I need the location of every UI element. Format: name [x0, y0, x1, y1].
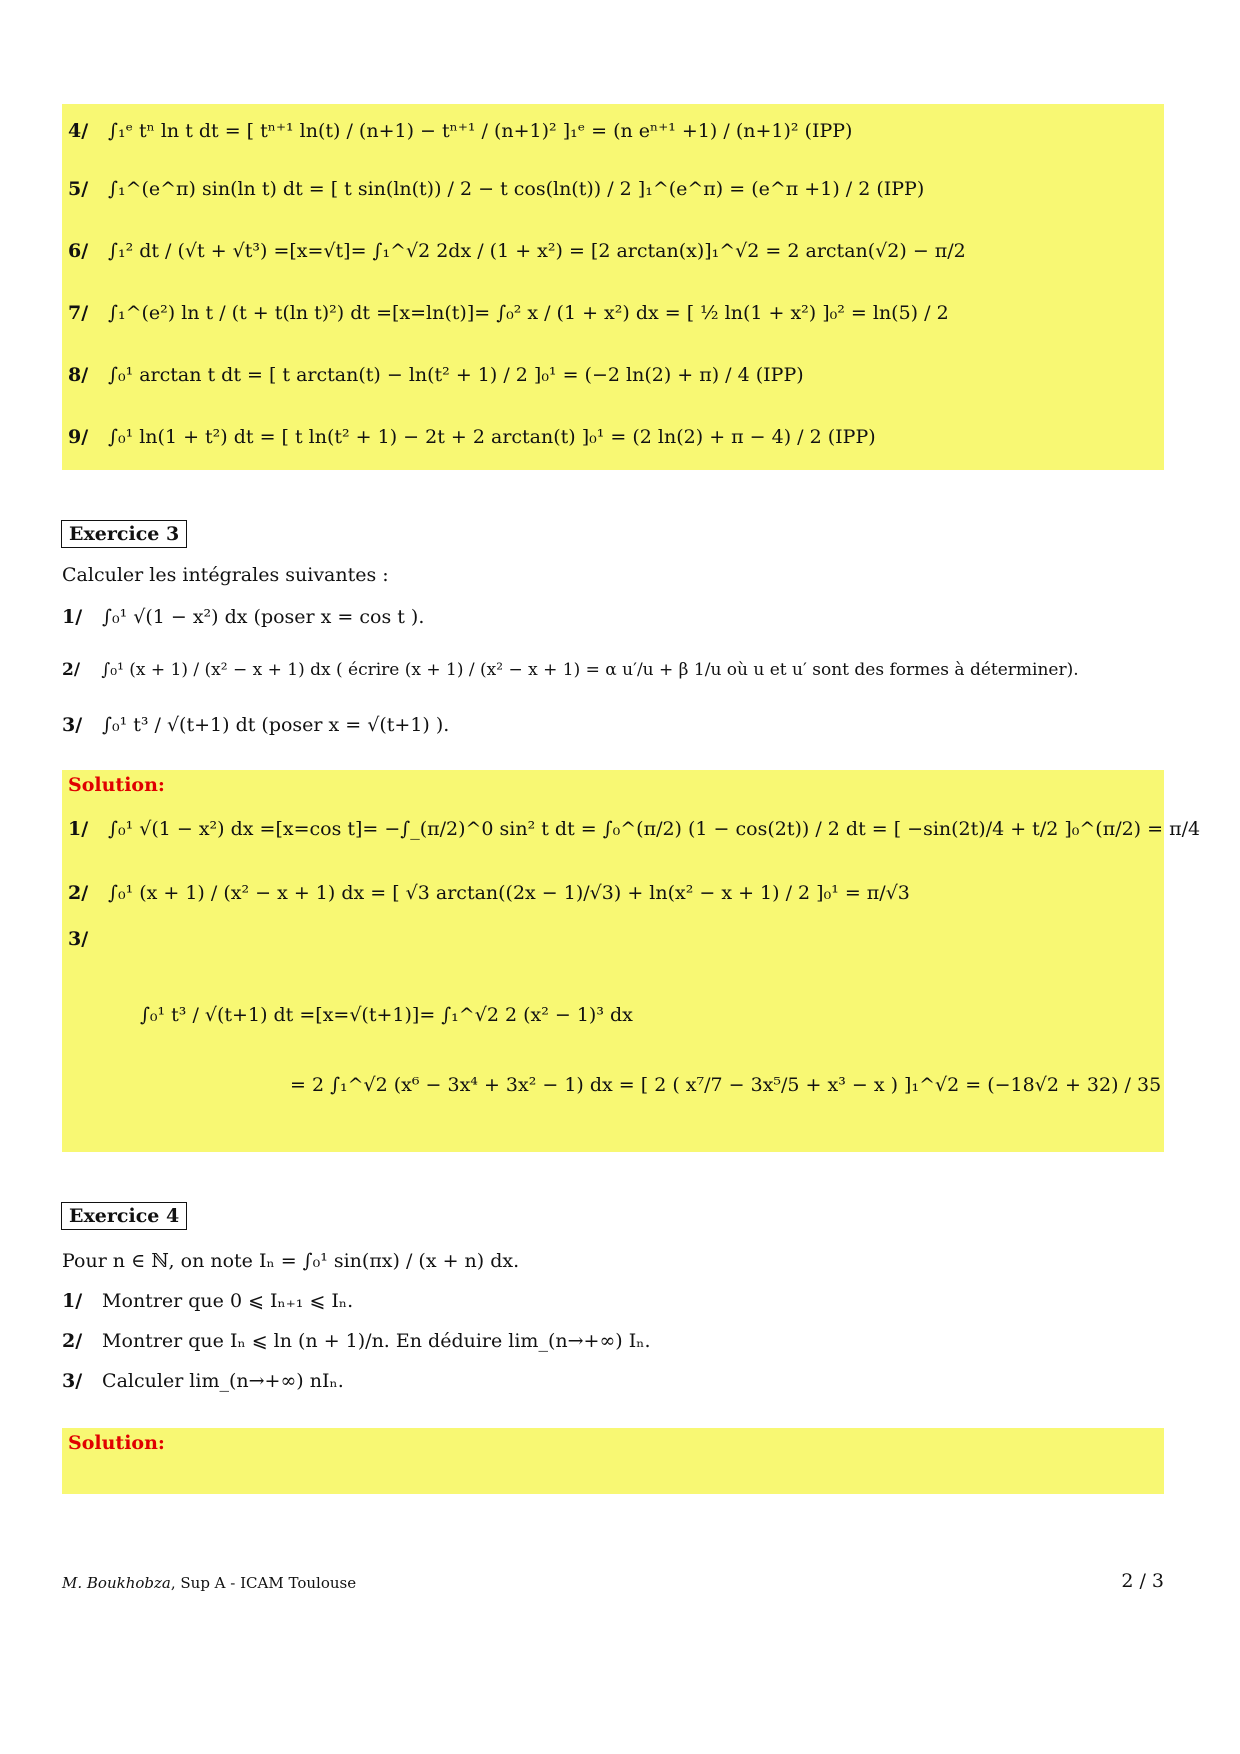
solution-line [140, 1004, 633, 1027]
exercise-item: 3/ ∫₀¹ t³ / √(t+1) dt (poser x = √(t+1) ). [62, 714, 450, 736]
math-formula: ∫₀¹ (x + 1) / (x² − x + 1) dx ( écrire (x + 1) / (x² − x + 1) = α u′/u + β 1/u où u et u′ sont des formes à déterminer). [101, 660, 1079, 680]
footer-credit [62, 1574, 356, 1592]
exercise-4-intro: Pour n ∈ ℕ, on note Iₙ = ∫₀¹ sin(πx) / (x + n) dx. [62, 1250, 520, 1272]
exercise-item: 1/ Montrer que 0 ⩽ Iₙ₊₁ ⩽ Iₙ. [62, 1290, 354, 1312]
solution-label: Solution: [68, 1432, 165, 1454]
solution-line: 7/ ∫₁^(e²) ln t / (t + t(ln t)²) dt =[x=ln(t)]= ∫₀² x / (1 + x²) dx = [ ½ ln(1 + x²) ]₀² = ln(5) / 2 [68, 302, 949, 324]
solution-line: 8/ ∫₀¹ arctan t dt = [ t arctan(t) − ln(t² + 1) / 2 ]₀¹ = (−2 ln(2) + π) / 4 (IPP) [68, 364, 804, 386]
exercise-item: 1/ ∫₀¹ √(1 − x²) dx (poser x = cos t ). [62, 606, 425, 628]
math-formula: ∫₀¹ √(1 − x²) dx =[x=cos t]= −∫_(π/2)^0 sin² t dt = ∫₀^(π/2) (1 − cos(2t)) / 2 dt = [ −sin(2t)/4 + t/2 ]₀^(π/2) = π/4 [108, 818, 1201, 840]
solution-line [290, 1074, 1161, 1097]
solution-line: 3/ [68, 928, 89, 950]
math-formula: ∫₁ᵉ tⁿ ln t dt = [ tⁿ⁺¹ ln(t) / (n+1) − tⁿ⁺¹ / (n+1)² ]₁ᵉ = (n eⁿ⁺¹ +1) / (n+1)² (IPP) [108, 120, 853, 142]
solution-box-exercise-2 [62, 104, 1164, 470]
solution-line: 2/ ∫₀¹ (x + 1) / (x² − x + 1) dx = [ √3 arctan((2x − 1)/√3) + ln(x² − x + 1) / 2 ]₀¹ = π/√3 [68, 882, 910, 904]
math-formula: ∫₀¹ √(1 − x²) dx (poser x = cos t ). [102, 606, 425, 628]
solution-line: 4/ ∫₁ᵉ tⁿ ln t dt = [ tⁿ⁺¹ ln(t) / (n+1) − tⁿ⁺¹ / (n+1)² ]₁ᵉ = (n eⁿ⁺¹ +1) / (n+1)² (IPP) [68, 120, 853, 142]
solution-line: 1/ ∫₀¹ √(1 − x²) dx =[x=cos t]= −∫_(π/2)^0 sin² t dt = ∫₀^(π/2) (1 − cos(2t)) / 2 dt = [ −sin(2t)/4 + t/2 ]₀^(π/2) = π/4 [68, 818, 1201, 840]
item-text: Calculer lim_(n→+∞) nIₙ. [102, 1370, 344, 1392]
footer-affiliation: , Sup A - ICAM Toulouse [170, 1574, 357, 1592]
math-formula: ∫₁^(e²) ln t / (t + t(ln t)²) dt =[x=ln(t)]= ∫₀² x / (1 + x²) dx = [ ½ ln(1 + x²) ]₀² = ln(5) / 2 [108, 302, 949, 324]
math-formula: ∫₁^(e^π) sin(ln t) dt = [ t sin(ln(t)) / 2 − t cos(ln(t)) / 2 ]₁^(e^π) = (e^π +1) / 2 (IPP) [108, 178, 925, 200]
math-formula: = 2 ∫₁^√2 (x⁶ − 3x⁴ + 3x² − 1) dx = [ 2 ( x⁷/7 − 3x⁵/5 + x³ − x ) ]₁^√2 = (−18√2 + 32) / 35 [290, 1074, 1162, 1096]
item-text: Montrer que 0 ⩽ Iₙ₊₁ ⩽ Iₙ. [102, 1290, 354, 1312]
solution-box-exercise-4 [62, 1428, 1164, 1494]
exercise-3-intro: Calculer les intégrales suivantes : [62, 564, 389, 586]
solution-line: 5/ ∫₁^(e^π) sin(ln t) dt = [ t sin(ln(t)) / 2 − t cos(ln(t)) / 2 ]₁^(e^π) = (e^π +1) / 2 (IPP) [68, 178, 925, 200]
solution-line: 6/ ∫₁² dt / (√t + √t³) =[x=√t]= ∫₁^√2 2dx / (1 + x²) = [2 arctan(x)]₁^√2 = 2 arctan(√2) − π/2 [68, 240, 966, 262]
math-formula: ∫₀¹ (x + 1) / (x² − x + 1) dx = [ √3 arctan((2x − 1)/√3) + ln(x² − x + 1) / 2 ]₀¹ = π/√3 [108, 882, 910, 904]
exercise-item: 3/ Calculer lim_(n→+∞) nIₙ. [62, 1370, 344, 1392]
solution-line: 9/ ∫₀¹ ln(1 + t²) dt = [ t ln(t² + 1) − 2t + 2 arctan(t) ]₀¹ = (2 ln(2) + π − 4) / 2 (IPP) [68, 426, 876, 448]
exercise-3-title: Exercice 3 [61, 520, 187, 548]
exercise-item: 2/ ∫₀¹ (x + 1) / (x² − x + 1) dx ( écrire (x + 1) / (x² − x + 1) = α u′/u + β 1/u où u et u′ sont des formes à déterminer). [62, 660, 1079, 680]
math-formula: ∫₀¹ arctan t dt = [ t arctan(t) − ln(t² + 1) / 2 ]₀¹ = (−2 ln(2) + π) / 4 (IPP) [108, 364, 804, 386]
math-formula: ∫₀¹ t³ / √(t+1) dt (poser x = √(t+1) ). [102, 714, 450, 736]
item-text: Montrer que Iₙ ⩽ ln (n + 1)/n. En déduire lim_(n→+∞) Iₙ. [102, 1330, 651, 1352]
math-formula: ∫₁² dt / (√t + √t³) =[x=√t]= ∫₁^√2 2dx / (1 + x²) = [2 arctan(x)]₁^√2 = 2 arctan(√2) − π/2 [108, 240, 966, 262]
math-formula: ∫₀¹ t³ / √(t+1) dt =[x=√(t+1)]= ∫₁^√2 2 (x² − 1)³ dx [140, 1004, 633, 1026]
exercise-4-title: Exercice 4 [61, 1202, 187, 1230]
exercise-item: 2/ Montrer que Iₙ ⩽ ln (n + 1)/n. En déduire lim_(n→+∞) Iₙ. [62, 1330, 651, 1352]
math-formula: ∫₀¹ ln(1 + t²) dt = [ t ln(t² + 1) − 2t + 2 arctan(t) ]₀¹ = (2 ln(2) + π − 4) / 2 (IPP) [108, 426, 876, 448]
footer-author: M. Boukhobza [62, 1574, 171, 1592]
solution-label: Solution: [68, 774, 165, 796]
page-number: 2 / 3 [1121, 1570, 1164, 1592]
